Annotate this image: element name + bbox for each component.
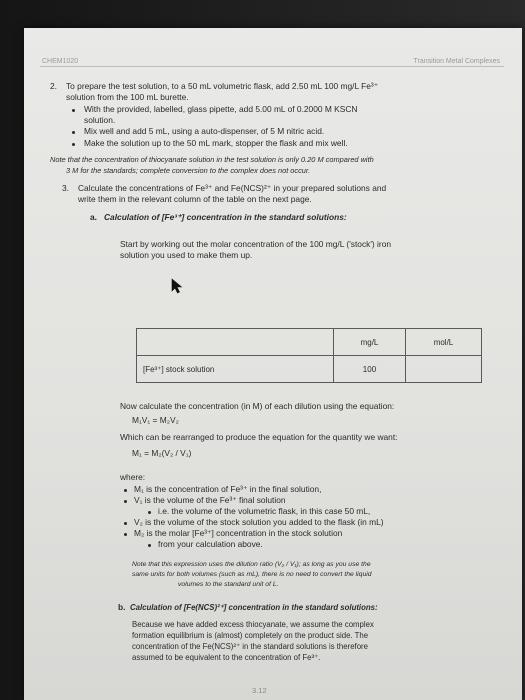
- step2-note-line1: Note that the concentration of thiocyanate solution in the test solution is only 0.20 M compared with: [50, 155, 374, 164]
- bullet: [124, 533, 127, 536]
- bullet: [72, 131, 75, 134]
- part-b-line1: Because we have added excess thiocyanate, we assume the complex: [132, 620, 374, 629]
- part-a-intro-line1: Start by working out the molar concentration of the 100 mg/L ('stock') iron: [120, 239, 392, 249]
- bullet: [72, 143, 75, 146]
- step2-number: 2.: [50, 81, 57, 91]
- header-rule: [40, 66, 504, 67]
- document-page: [24, 28, 522, 700]
- bullet: [72, 109, 75, 112]
- table-cell-mg-per-l: 100: [334, 356, 406, 383]
- step2-line1: To prepare the test solution, to a 50 mL volumetric flask, add 2.50 mL 100 mg/L Fe³⁺: [66, 81, 379, 91]
- page-number: 3.12: [252, 686, 267, 695]
- step3-line1: Calculate the concentrations of Fe³⁺ and Fe(NCS)²⁺ in your prepared solutions and: [78, 183, 387, 193]
- def-m2: M₂ is the molar [Fe³⁺] concentration in the stock solution: [134, 528, 343, 538]
- part-b-line4: assumed to be equivalent to the concentration of Fe³⁺.: [132, 653, 321, 662]
- part-a-note-line2: same units for both volumes (such as mL), there is no need to convert the liquid: [132, 571, 372, 578]
- step2-note-line2: 3 M for the standards; complete conversion to the complex does not occur.: [66, 166, 311, 175]
- rearranged-text: Which can be rearranged to produce the equation for the quantity we want:: [120, 432, 398, 442]
- def-m1: M₁ is the concentration of Fe³⁺ in the final solution,: [134, 484, 322, 494]
- def-m2-detail: from your calculation above.: [158, 539, 263, 549]
- table-header-mg-per-l: mg/L: [334, 329, 406, 356]
- part-a-note-line3: volumes to the standard unit of L.: [178, 581, 279, 588]
- def-v2: V₂ is the volume of the stock solution you added to the flask (in mL): [134, 517, 384, 527]
- def-v1-detail: i.e. the volume of the volumetric flask, in this case 50 mL,: [158, 506, 371, 516]
- bullet: [124, 500, 127, 503]
- bullet: [148, 511, 151, 514]
- part-b-line3: concentration of the Fe(NCS)²⁺ in the standard solutions is therefore: [132, 642, 368, 651]
- bullet: [124, 489, 127, 492]
- table-row-label: [Fe³⁺] stock solution: [137, 356, 334, 383]
- part-a-intro-line2: solution you used to make them up.: [120, 250, 253, 260]
- table-cell-mol-per-l: [405, 356, 481, 383]
- mouse-pointer-icon: [171, 278, 183, 294]
- bullet: [148, 544, 151, 547]
- def-v1: V₁ is the volume of the Fe³⁺ final solution: [134, 495, 286, 505]
- table-header-cell: [137, 329, 334, 356]
- where-label: where:: [120, 472, 146, 482]
- step2-line2: solution from the 100 mL burette.: [66, 92, 189, 102]
- part-b-line2: formation equilibrium is (almost) completely on the product side. The: [132, 631, 369, 640]
- header-course: CHEM1020: [42, 58, 79, 65]
- stock-concentration-table: [136, 328, 482, 383]
- step2-bullet-1: With the provided, labelled, glass pipette, add 5.00 mL of 0.2000 M KSCN: [84, 104, 358, 114]
- now-calculate-text: Now calculate the concentration (in M) of each dilution using the equation:: [120, 401, 395, 411]
- step2-bullet-1-cont: solution.: [84, 115, 116, 125]
- part-b-heading: Calculation of [Fe(NCS)²⁺] concentration in the standard solutions:: [130, 603, 378, 612]
- bullet: [124, 522, 127, 525]
- equation-rearranged: M₁ = M₂(V₂ / V₁): [132, 448, 192, 458]
- part-a-note-line1: Note that this expression uses the dilution ratio (V₂ / V₁); as long as you use the: [132, 561, 371, 568]
- part-a-label: a.: [90, 212, 97, 222]
- step3-line2: write them in the relevant column of the table on the next page.: [78, 194, 312, 204]
- table-header-row: [137, 329, 482, 356]
- step2-bullet-3: Make the solution up to the 50 mL mark, stopper the flask and mix well.: [84, 138, 348, 148]
- step2-bullet-2: Mix well and add 5 mL, using a auto-dispenser, of 5 M nitric acid.: [84, 126, 325, 136]
- table-header-mol-per-l: mol/L: [405, 329, 481, 356]
- part-b-label: b.: [118, 602, 126, 612]
- step3-number: 3.: [62, 183, 69, 193]
- part-a-heading: Calculation of [Fe³⁺] concentration in the standard solutions:: [104, 212, 347, 222]
- equation-dilution: M₁V₁ = M₂V₂: [132, 415, 179, 425]
- table-row: [137, 356, 482, 383]
- header-title: Transition Metal Complexes: [413, 58, 500, 65]
